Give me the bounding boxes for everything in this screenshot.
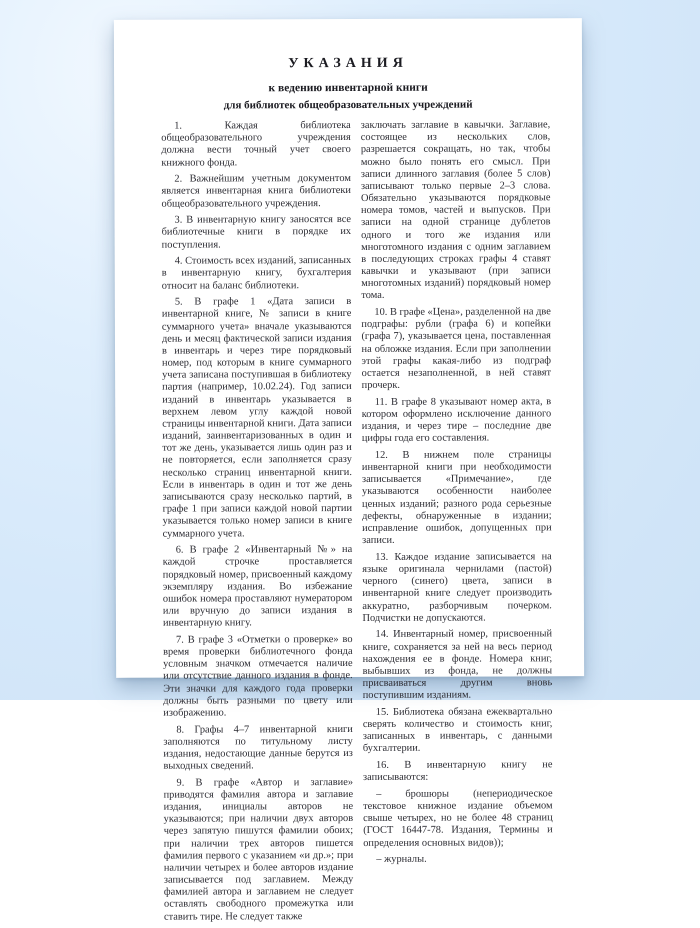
paragraph: заключать заглавие в кавычки. Заглавие, состоящее из нескольких слов, разрешается сокращать, но так, чтобы можно было понять его смысл. При записи длинного заглавия (более 5 слов) записывают только первые 2–3 слова. Обязательно указываются порядковые номера томов, частей и выпусков. При записи на одной странице дублетов одного и того же издания или многотомного издания с одним заглавием в последующих строках графы 4 ставят кавычки и указывают (при записи многотомных изданий) порядковый номер тома. — [360, 119, 551, 302]
document-subtitle: к ведению инвентарной книги — [268, 81, 428, 95]
paragraph: 13. Каждое издание записывается на языке оригинала чернилами (пастой) черного (синего) цвета, записи в инвентарной книге следует производить аккуратно, разборчивым почерком. Подчистки не допускаются. — [362, 551, 552, 624]
paragraph: 1. Каждая библиотека общеобразовательного учреждения должна вести точный учет своего книжного фонда. — [161, 119, 351, 169]
paragraph: 3. В инвентарную книгу заносятся все библиотечные книги в порядке их поступления. — [161, 214, 352, 251]
paragraph: 9. В графе «Автор и заглавие» приводятся фамилия автора и заглавие издания, инициалы авторов не указываются; при наличии двух авторов через запятую пишутся фамилии обоих; при наличии трех авторов пишется фамилия первого с указанием «и др.»; при наличии четырех и более авторов издание записывается под заглавием. Между фамилией автора и заглавием не следует оставлять свободного промежутка или ставить тире. Не следует также — [163, 776, 354, 923]
paragraph: – журналы. — [376, 854, 427, 866]
paragraph: 4. Стоимость всех изданий, записанных в инвентарную книгу, бухгалтерия относит на баланс библиотеки. — [161, 255, 352, 292]
document-page — [114, 18, 584, 923]
paragraph: 15. Библиотека обязана ежеквартально сверять количество и стоимость книг, записанных в инвентарь, с данными бухгалтерии. — [362, 706, 553, 755]
paragraph: 10. В графе «Цена», разделенной на две подграфы: рубли (графа 6) и копейки (графа 7), указывается цена, поставленная на обложке издания. Если при заполнении этой графы какая-либо из подграф остается незаполненной, в ней ставят прочерк. — [361, 306, 552, 392]
paragraph: – брошюры (непериодическое текстовое книжное издание объемом свыше четырех, но не более 48 страниц (ГОСТ 16447-78. Издания, Термины и определения основных видов)); — [363, 788, 553, 849]
paragraph: 7. В графе 3 «Отметки о проверке» во время проверки библиотечного фонда условным значком отмечается наличие или отсутствие данного издания в фонде. Эти значки для каждого года проверки должны быть разными по цвету или изображению. — [163, 633, 353, 719]
paragraph: 16. В инвентарную книгу не записываются: — [362, 759, 553, 784]
two-column-text-area — [161, 119, 553, 928]
paragraph: 12. В нижнем поле страницы инвентарной книги при необходимости записывается «Примечание», где указываются особенности наиболее ценных изданий; разного рода серьезные дефекты, обнаруженные в издании; исправление ошибок, допущенных при записи. — [361, 449, 552, 547]
left-column — [161, 120, 353, 928]
paragraph: 5. В графе 1 «Дата записи в инвентарной книге, № записи в книге суммарного учета» вначале указываются день и месяц фактической записи издания в инвентарь и через тире порядковый номер, под которым в книге суммарного учета записана поступившая в библиотеку партия (например, 10.02.24). Год записи изданий в инвентарь указывается в верхнем левом углу каждой новой страницы инвентарной книги. Дата записи изданий, заинвентаризованных в один и тот же день, указывается лишь один раз и не повторяется, если заполняется сразу несколько страниц инвентарной книги. Если в инвентарь в один и тот же день записываются сразу несколько партий, в графе 1 при записи каждой новой партии указывается только номер записи в книге суммарного учета. — [161, 296, 353, 540]
document-subtitle-secondary: для библиотек общеобразовательных учреждений — [223, 98, 473, 112]
right-column — [361, 119, 553, 927]
paragraph: 14. Инвентарный номер, присвоенный книге, сохраняется за ней на весь период нахождения ее в фонде. Номера книг, выбывших из фонда, не должны присваиваться другим вновь поступившим изданиям. — [362, 628, 553, 702]
document-title: УКАЗАНИЯ — [288, 55, 408, 72]
paragraph: 8. Графы 4–7 инвентарной книги заполняются по титульному листу издания, недостающие данные берутся из выходных сведений. — [163, 723, 353, 772]
paragraph: 2. Важнейшим учетным документом является инвентарная книга библиотеки общеобразовательного учреждения. — [161, 173, 351, 210]
paragraph: 11. В графе 8 указывают номер акта, в котором оформлено исключение данного издания, и через тире – последние две цифры года его составления. — [361, 396, 552, 445]
paragraph: 6. В графе 2 «Инвентарный №» на каждой строчке проставляется порядковый номер, присвоенный каждому экземпляру издания. Во избежание ошибок номера проставляют нумератором или вручную до записи издания в инвентарную книгу. — [162, 544, 353, 629]
